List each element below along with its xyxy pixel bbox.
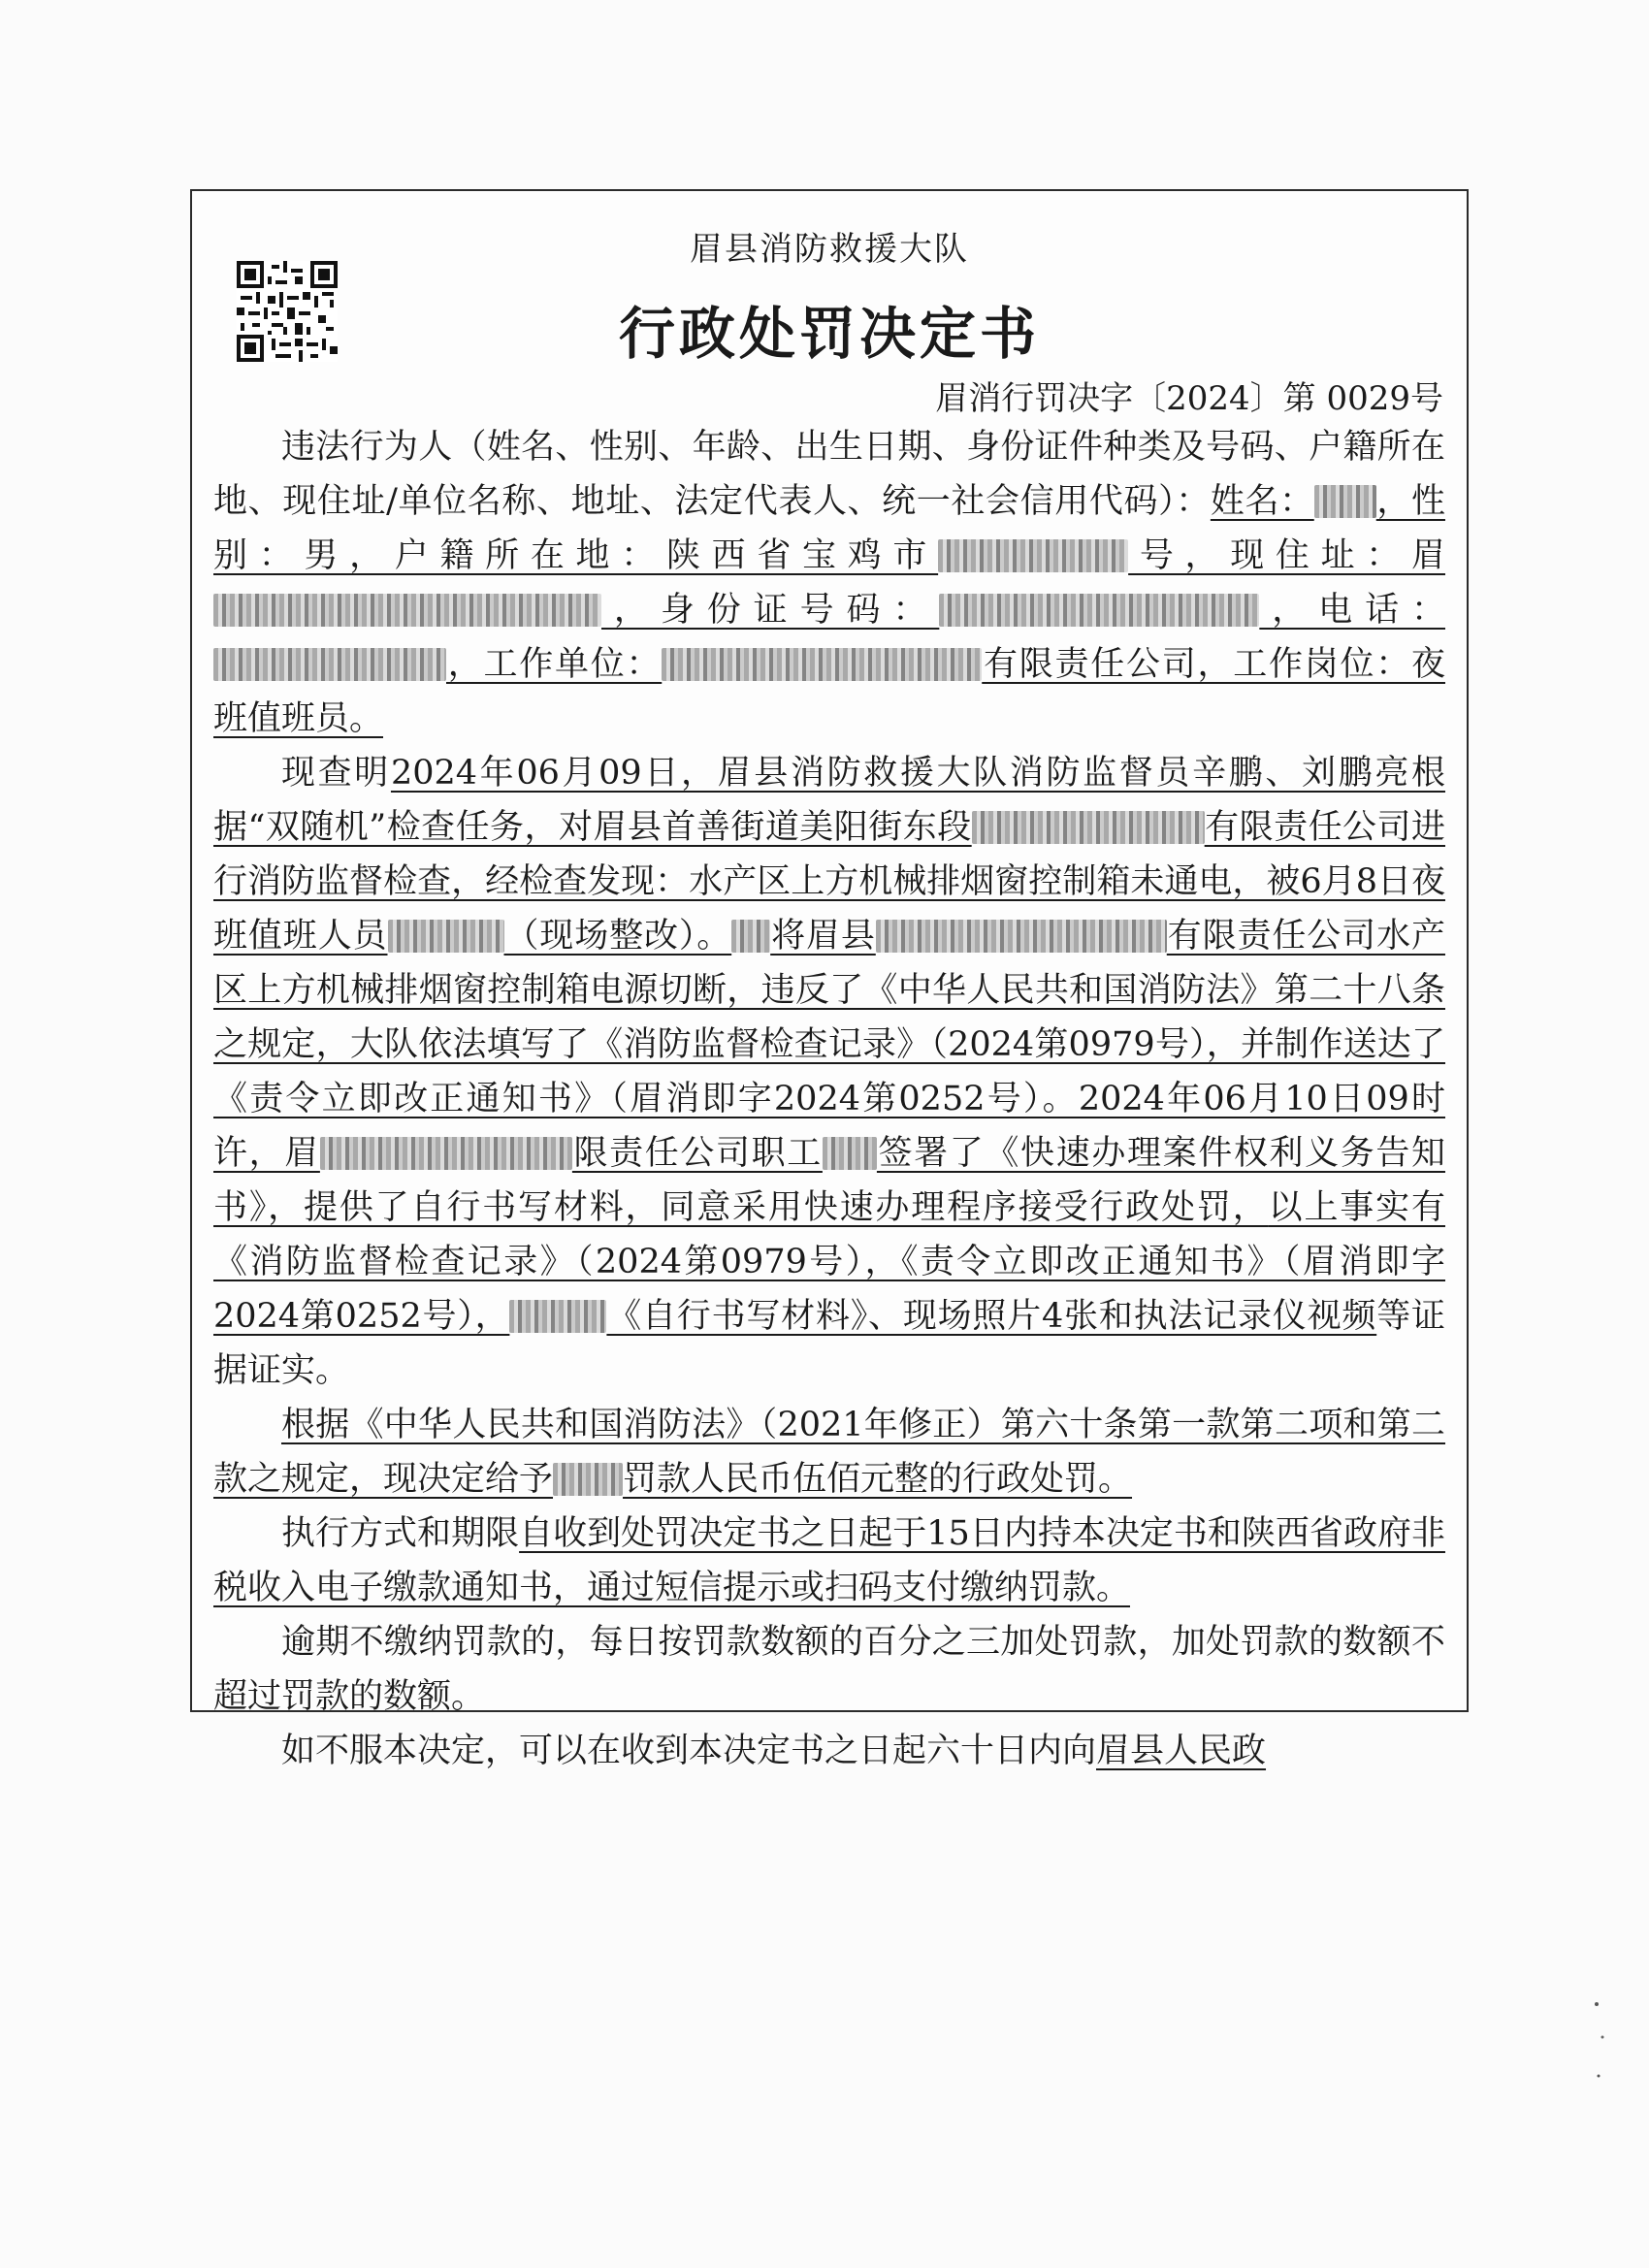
redacted-current-address: [213, 594, 601, 627]
redacted-company: [972, 811, 1205, 844]
redacted-phone: [213, 648, 446, 681]
redacted-staff-name: [823, 1137, 877, 1170]
scan-specks: [1591, 1998, 1610, 2086]
redacted-text: [731, 920, 770, 953]
paragraph-overdue: 逾期不缴纳罚款的，每日按罚款数额的百分之三加处罚款，加处罚款的数额不超过罚款的数额。: [213, 1623, 1445, 1716]
evidence-list-cont: 《自行书写材料》、现场照片4张和执法记录仪视频: [606, 1297, 1377, 1336]
redacted-name: [1314, 485, 1376, 518]
redacted-domicile: [938, 539, 1128, 572]
document-number: 眉消行罚决字〔2024〕第 0029号: [935, 379, 1443, 418]
redacted-company: [320, 1137, 572, 1170]
redacted-id-number: [939, 594, 1259, 627]
redacted-company: [876, 920, 1167, 953]
paragraph-appeal: 如不服本决定，可以在收到本决定书之日起六十日内向眉县人民政: [281, 1732, 1267, 1770]
document-title: 行政处罚决定书: [618, 301, 1040, 367]
paragraph-legal-basis: [213, 1398, 1445, 1507]
paragraph-execution: 执行方式和期限自收到处罚决定书之日起于15日内持本决定书和陕西省政府非税收入电子缴款通知书，通过短信提示或扫码支付缴纳罚款。: [213, 1514, 1445, 1607]
paragraph-facts: 现查明2024年06月09日，眉县消防救援大队消防监督员辛鹏、刘鹏亮根据“双随机”检查任务，对眉县首善街道美阳街东段 有限责任公司进行消防监督检查，经检查发现：水产区上方机械排烟窗控制箱未通电，被6月8日夜班值班人员 （现场整改）。 将眉县 有限责任公司水产区上方机械排烟窗控制箱电源切断，违反了《中华人民共和国消防法》第二十八条之规定，大队依法填写了《消防监督检查记录》（2024第0979号），并制作送达了《责令立即改正通知书》（眉消即字2024第0252号）。2024年06月10日09时许，眉 限责任公司职工 签署了《快速办理案件权利义务告知书》，提供了自行书写材料，同意采用快速办理程序接受行政处罚，以上事实有《消防监督检查记录》（2024第0979号），《责令立即改正通知书》（眉消即字2024第0252号）， 《自行书写材料》、现场照片4张和执法记录仪视频等证据证实。: [213, 754, 1445, 1390]
redacted-employer: [662, 648, 982, 681]
violator-details: 姓名： ，性别：男，户籍所在地：陕西省宝鸡市 号，现住址：眉，身份证号码： ，电话：，工作单位： 有限责任公司，工作岗位：夜班值班员。: [213, 482, 1445, 738]
evidence-list: 以上事实有《消防监督检查记录》（2024第0979号），《责令立即改正通知书》（眉消即字2024第0252号），: [213, 1188, 1445, 1336]
facts-details: 2024年06月09日，眉县消防救援大队消防监督员辛鹏、刘鹏亮根据“双随机”检查任务，对眉县首善街道美阳街东段 有限责任公司进行消防监督检查，经检查发现：水产区上方机械排烟窗控制箱未通电，被6月8日夜班值班人员 （现场整改）。 将眉县 有限责任公司水产区上方机械排烟窗控制箱电源切断，违反了《中华人民共和国消防法》第二十八条之规定，大队依法填写了《消防监督检查记录》（2024第0979号），并制作送达了《责令立即改正通知书》（眉消即字2024第0252号）。2024年06月10日09时许，眉 限责任公司职工 签署了《快速办理案件权利义务告知书》，提供了自行书写材料，同意采用快速办理程序接受行政处罚，: [213, 754, 1445, 1227]
redacted-staff-name: [388, 920, 504, 953]
document-frame: [190, 189, 1469, 1770]
redacted-staff-name: [509, 1300, 606, 1333]
paragraph-violator: [213, 420, 1445, 746]
redacted-person: [553, 1463, 623, 1496]
issuing-agency: 眉县消防救援大队: [690, 230, 969, 269]
document-body: [213, 420, 1445, 1778]
appeal-authority: 眉县人民政: [1096, 1732, 1267, 1770]
legal-basis-text: 根据《中华人民共和国消防法》（2021年修正）第六十条第一款第二项和第二款之规定，现决定给予 罚款人民币伍佰元整的行政处罚。: [213, 1406, 1445, 1499]
violator-field-list: 违法行为人（姓名、性别、年龄、出生日期、身份证件种类及号码、户籍所在地、现住址/单位名称、地址、法定代表人、统一社会信用代码）：: [213, 428, 1445, 521]
execution-terms: 自收到处罚决定书之日起于15日内持本决定书和陕西省政府非税收入电子缴款通知书，通过短信提示或扫码支付缴纳罚款。: [213, 1514, 1445, 1607]
